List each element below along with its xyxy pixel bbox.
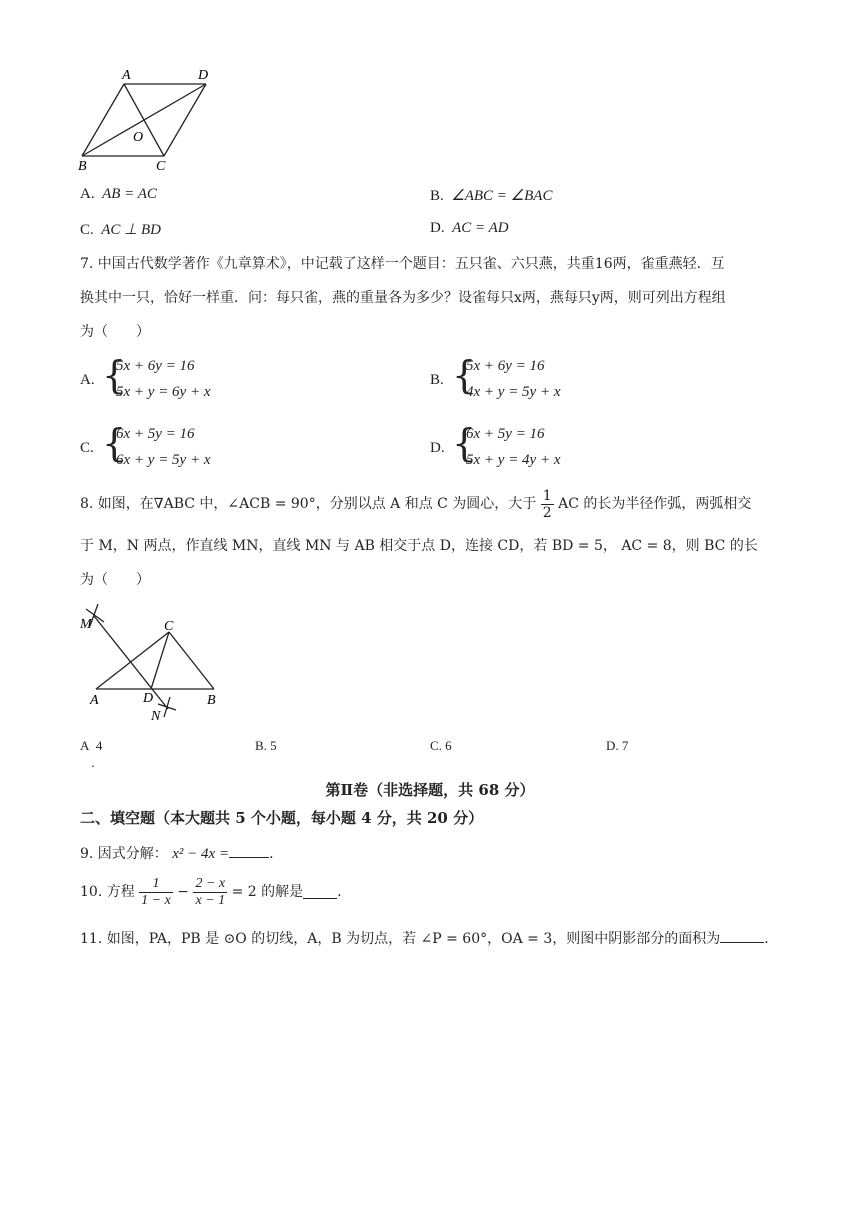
label-o: O	[133, 130, 144, 145]
q7-option-b	[430, 353, 730, 408]
q8-line-1b: AC 的长为半径作弧，两弧相交	[558, 496, 752, 513]
minus-sign: −	[177, 884, 190, 901]
q8-line-1a: 8. 如图，在∇ABC 中，∠ACB = 90°，分别以点 A 和点 C 为圆心，大于	[80, 496, 537, 513]
fraction-denominator: 1 − x	[141, 893, 171, 908]
q8-option-b	[255, 738, 277, 754]
q8-line-3: 为（ ）	[80, 572, 150, 588]
q10-suffix: .	[337, 884, 342, 901]
option-text: 4	[95, 738, 103, 753]
label-d: D	[143, 691, 154, 706]
answer-blank[interactable]	[303, 886, 337, 899]
option-letter: A.	[80, 372, 95, 388]
equation-2: 5x + y = 6y + x	[116, 384, 211, 400]
option-text: ∠ABC = ∠BAC	[451, 188, 553, 204]
equation-1: 5x + 6y = 16	[116, 358, 195, 374]
answer-blank[interactable]	[720, 930, 764, 943]
q7-option-d	[430, 421, 730, 476]
answer-blank[interactable]	[229, 845, 269, 858]
equation-1: 5x + 6y = 16	[466, 358, 545, 374]
q8-line-2: 于 M，N 两点，作直线 MN，直线 MN 与 AB 相交于点 D，连接 CD，若 BD = 5， AC = 8，则 BC 的长	[80, 538, 758, 554]
equation-2: 4x + y = 5y + x	[466, 384, 561, 400]
label-n: N	[151, 709, 161, 724]
triangle-figure	[76, 600, 226, 726]
brace-icon: {	[102, 421, 127, 465]
label-d: D	[198, 68, 209, 83]
q8-line-1	[80, 488, 751, 521]
label-a: A	[90, 693, 99, 708]
option-letter: B.	[430, 372, 444, 388]
option-letter: B.	[430, 188, 444, 204]
option-text: 7	[621, 738, 629, 753]
q6-option-c	[80, 220, 161, 239]
q6-option-d	[430, 220, 509, 237]
fraction-numerator: 2 − x	[195, 876, 226, 891]
fraction-1	[139, 876, 173, 909]
q11-text: 11. 如图，PA，PB 是 ⊙O 的切线，A，B 为切点，若 ∠P = 60°，OA = 3，则图中阴影部分的面积为	[80, 931, 721, 947]
brace-icon: {	[452, 421, 477, 465]
option-text: 6	[445, 738, 452, 753]
q8-option-a	[80, 738, 102, 754]
q11-suffix: .	[764, 931, 769, 947]
q6-option-a	[80, 186, 157, 203]
label-c: C	[164, 619, 174, 634]
equation-1: 6x + 5y = 16	[466, 426, 545, 442]
label-m: M	[80, 617, 92, 632]
q10-rest: = 2 的解是	[231, 884, 304, 901]
fraction-half	[541, 488, 554, 521]
q7-option-a	[80, 353, 380, 408]
q10	[80, 876, 342, 909]
option-letter: C.	[80, 222, 94, 238]
option-letter: D.	[430, 440, 445, 456]
label-c: C	[156, 159, 166, 174]
brace-icon: {	[452, 353, 477, 397]
q6-option-b	[430, 186, 552, 205]
fraction-denominator: x − 1	[195, 893, 226, 908]
fraction-2	[193, 876, 227, 909]
parallelogram-figure	[76, 66, 226, 178]
equation-2: 6x + y = 5y + x	[116, 452, 211, 468]
q11	[80, 930, 769, 948]
q8-option-d	[606, 738, 628, 754]
section-2-title: 二、填空题（本大题共 5 个小题，每小题 4 分，共 20 分）	[80, 809, 484, 827]
fraction-denominator: 2	[542, 505, 552, 521]
option-letter: C.	[430, 738, 442, 753]
label-a: A	[122, 68, 131, 83]
option-text: AC = AD	[452, 220, 509, 236]
q9-expression: x² − 4x =	[172, 846, 230, 862]
option-letter: D.	[430, 220, 445, 236]
q9-prefix: 9. 因式分解：	[80, 846, 168, 862]
option-letter: A.	[80, 186, 95, 202]
fraction-numerator: 1	[139, 876, 173, 893]
option-letter: C.	[80, 440, 94, 456]
option-text: AB = AC	[102, 186, 157, 202]
q7-line-3: 为（ ）	[80, 324, 150, 340]
equation-2: 5x + y = 4y + x	[466, 452, 561, 468]
brace-icon: {	[102, 353, 127, 397]
dot-mark: .	[91, 756, 95, 770]
q7-line-2: 换其中一只，恰好一样重．问：每只雀，燕的重量各为多少？设雀每只x两，燕每只y两，则可列出方程组	[80, 290, 726, 306]
q7-line-1: 7. 中国古代数学著作《九章算术》，中记载了这样一个题目：五只雀、六只燕，共重16两，雀重燕轻．互	[80, 256, 725, 272]
label-b: B	[207, 693, 216, 708]
option-letter: D.	[606, 738, 619, 753]
q10-prefix: 10. 方程	[80, 884, 135, 901]
option-text: AC ⊥ BD	[101, 222, 161, 238]
q9	[80, 845, 274, 863]
q8-option-c	[430, 738, 452, 754]
label-b: B	[78, 159, 87, 174]
option-letter: A	[80, 738, 90, 753]
option-letter: B.	[255, 738, 267, 753]
fraction-numerator: 1	[542, 488, 552, 504]
part-2-title: 第Ⅱ卷（非选择题，共 68 分）	[325, 781, 535, 799]
q9-suffix: .	[269, 846, 274, 862]
q7-option-c	[80, 421, 380, 476]
equation-1: 6x + 5y = 16	[116, 426, 195, 442]
option-text: 5	[270, 738, 277, 753]
